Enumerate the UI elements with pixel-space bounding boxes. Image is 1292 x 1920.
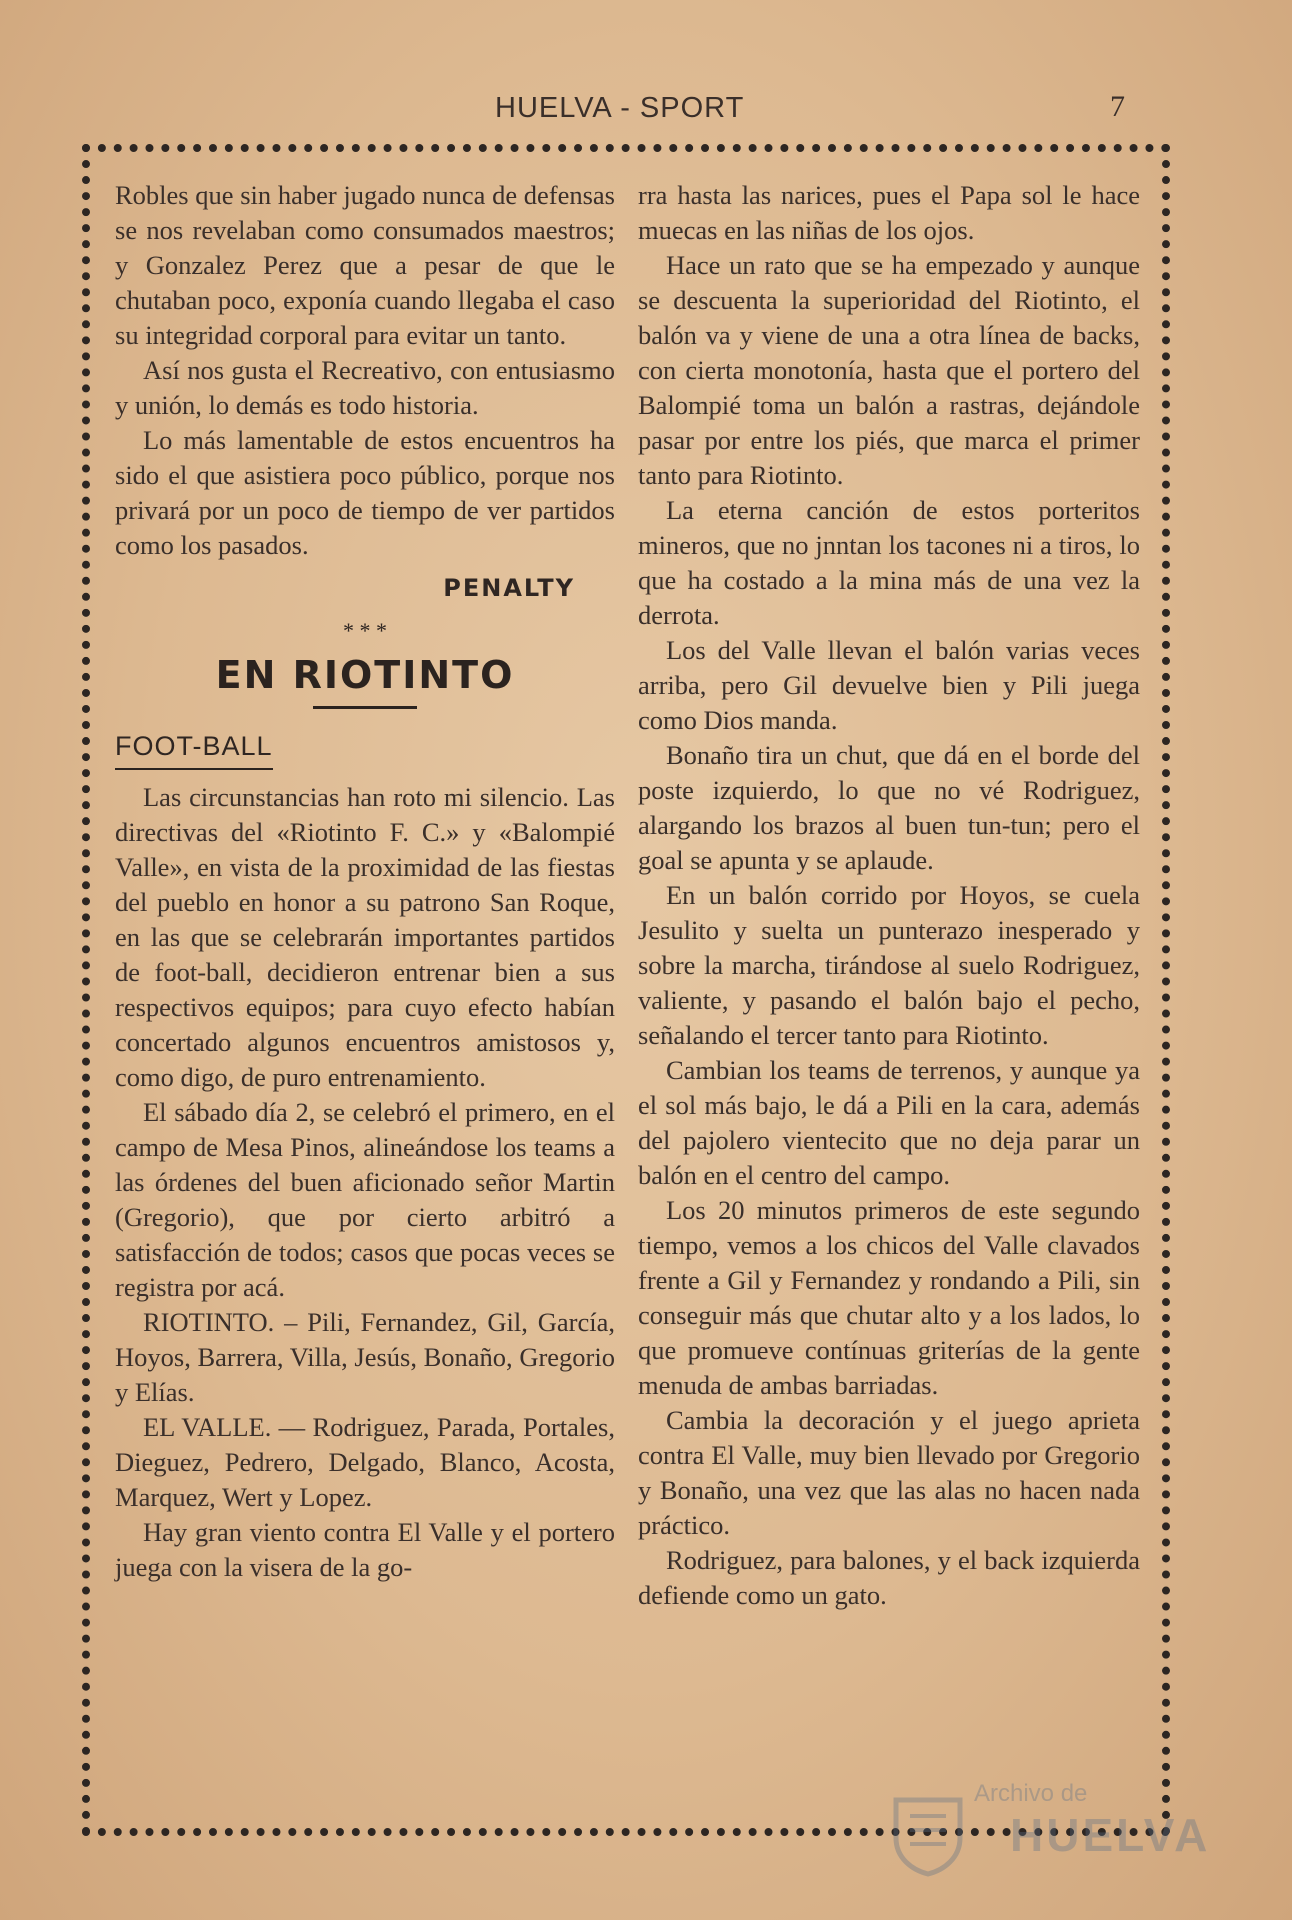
paragraph: Las circunstancias han roto mi silencio. Las directivas del «Riotinto F. C.» y «Balompié Valle», en vista de la proximidad de las fiestas del pueblo en honor a su patrono San Roque, en las que se celebrarán importantes partidos de foot-ball, decidieron entrenar bien a sus respectivos equipos; para cuyo efecto habían concertado algunos encuentros amistosos y, como digo, de puro entrenamiento. (115, 782, 615, 1092)
right-column (638, 178, 1140, 1613)
paragraph: rra hasta las narices, pues el Papa sol le hace muecas en las niñas de los ojos. (638, 180, 1140, 245)
paragraph: La eterna canción de estos porteritos mineros, que no jnntan los tacones ni a tiros, lo que ha costado a la mina más de una vez la derrota. (638, 495, 1140, 630)
paragraph: En un balón corrido por Hoyos, se cuela Jesulito y suelta un punterazo inesperado y sobre la marcha, tirándose al suelo Rodriguez, valiente, y pasando el balón bajo el pecho, señalando el tercer tanto para Riotinto. (638, 880, 1140, 1050)
paragraph: Los del Valle llevan el balón varias veces arriba, pero Gil devuelve bien y Pili juega como Dios manda. (638, 635, 1140, 735)
paragraph: Lo más lamentable de estos encuentros ha sido el que asistiera poco público, porque nos privará por un poco de tiempo de ver partidos como los pasados. (115, 425, 615, 560)
team-lineup: EL VALLE. — Rodriguez, Parada, Portales, Dieguez, Pedrero, Delgado, Blanco, Acosta, Marquez, Wert y Lopez. (115, 1412, 615, 1512)
paragraph: Robles que sin haber jugado nunca de defensas se nos revelaban como consumados maestros; y Gonzalez Perez que a pesar de que le chutaban poco, exponía cuando llegaba el caso su integridad corporal para evitar un tanto. (115, 180, 615, 350)
left-column (115, 178, 615, 1585)
paragraph: Bonaño tira un chut, que dá en el borde del poste izquierdo, lo que no vé Rodriguez, alargando los brazos al buen tun-tun; pero el goal se apunta y se aplaude. (638, 740, 1140, 875)
page-header (0, 88, 1292, 138)
paragraph: Hace un rato que se ha empezado y aunque se descuenta la superioridad del Riotinto, el balón va y viene de una a otra línea de backs, con cierta monotonía, hasta que el portero del Balompié toma un balón a rastras, dejándole pasar por entre los piés, que marca el primer tanto para Riotinto. (638, 250, 1140, 490)
watermark-line2: HUELVA (1010, 1809, 1211, 1861)
paragraph: Así nos gusta el Recreativo, con entusiasmo y unión, lo demás es todo historia. (115, 355, 615, 420)
page-number: 7 (1110, 90, 1125, 123)
title-underline (313, 706, 417, 709)
paragraph: El sábado día 2, se celebró el primero, en el campo de Mesa Pinos, alineándose los teams a las órdenes del buen aficionado señor Martin (Gregorio), que por cierto arbitró a satisfacción de todos; casos que pocas veces se registra por acá. (115, 1097, 615, 1302)
paragraph: Cambia la decoración y el juego aprieta contra El Valle, muy bien llevado por Gregorio y Bonaño, una vez que las alas no hacen nada práctico. (638, 1405, 1140, 1540)
paragraph: Cambian los teams de terrenos, y aunque ya el sol más bajo, le dá a Pili en la cara, además del pajolero vientecito que no deja parar un balón en el centro del campo. (638, 1055, 1140, 1190)
watermark-line1: Archivo de (974, 1780, 1088, 1807)
running-title: HUELVA - SPORT (495, 92, 745, 124)
team-lineup: RIOTINTO. – Pili, Fernandez, Gil, García, Hoyos, Barrera, Villa, Jesús, Bonaño, Gregorio y Elías. (115, 1307, 615, 1407)
paragraph: Rodriguez, para balones, y el back izquierda defiende como un gato. (638, 1545, 1140, 1610)
shield-icon (890, 1794, 966, 1878)
subsection-title: FOOT-BALL (115, 729, 273, 770)
paragraph: Hay gran viento contra El Valle y el portero juega con la visera de la go- (115, 1517, 615, 1582)
author-signature: PENALTY (443, 574, 575, 602)
section-title: EN RIOTINTO (215, 653, 515, 697)
section-separator: * * * (343, 618, 387, 643)
archive-watermark (890, 1780, 1230, 1890)
paragraph: Los 20 minutos primeros de este segundo tiempo, vemos a los chicos del Valle clavados frente a Gil y Fernandez y rondando a Pili, sin conseguir más que chutar alto y a los lados, lo que promueve contínuas griterías de la gente menuda de ambas barriadas. (638, 1195, 1140, 1400)
